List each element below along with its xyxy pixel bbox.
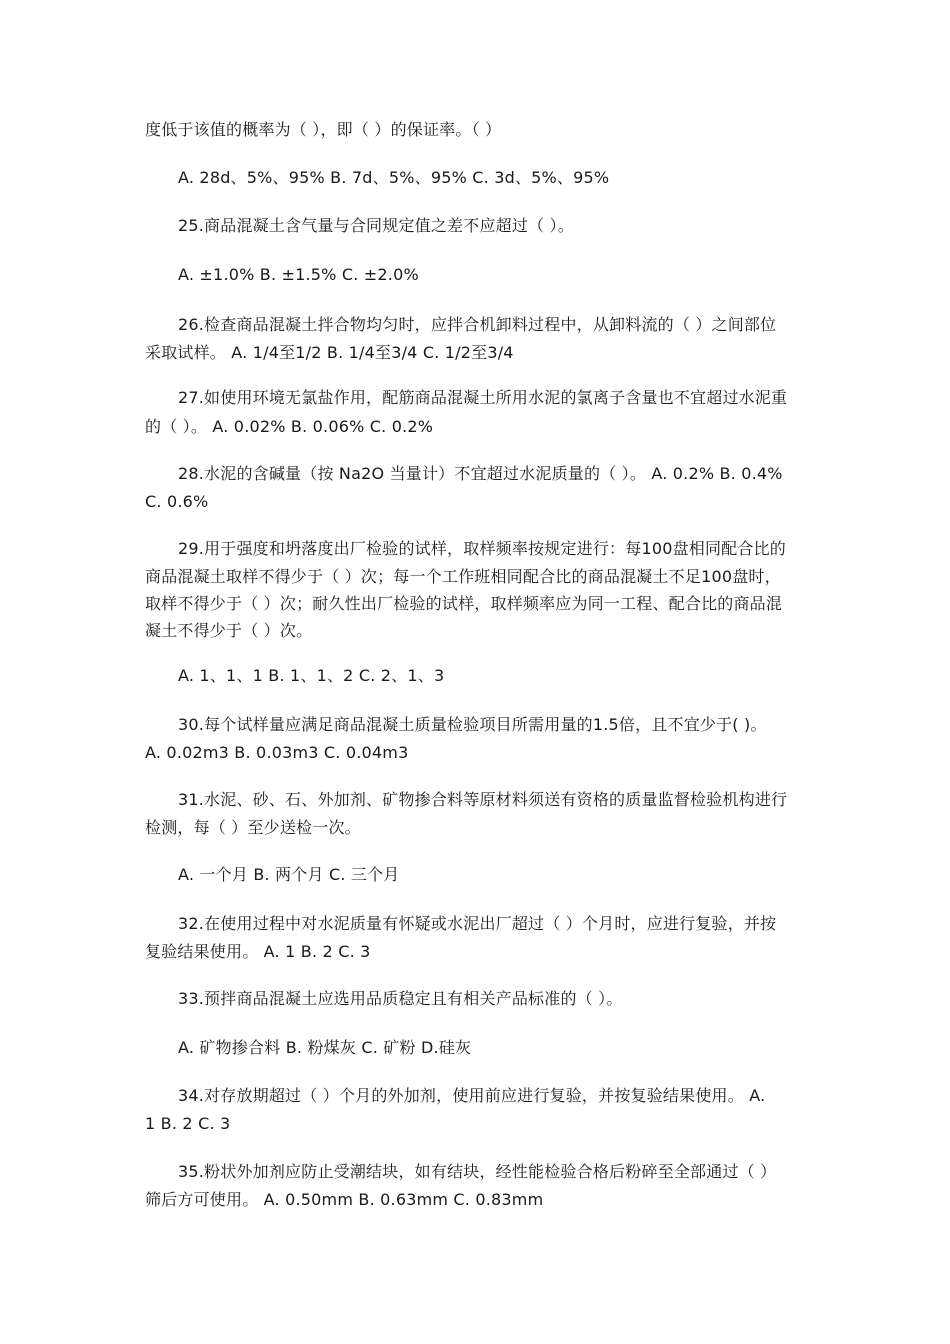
question-27-cont: 的（ ）。 A. 0.02% B. 0.06% C. 0.2%	[145, 417, 434, 436]
question-29-cont: 商品混凝土取样不得少于（ ）次；每一个工作班相同配合比的商品混凝土不足100盘时，	[145, 567, 781, 586]
question-28: 28.水泥的含碱量（按 Na2O 当量计）不宜超过水泥质量的（ ）。 A. 0.2% B. 0.4%	[178, 464, 783, 483]
answer-options: A. 一个月 B. 两个月 C. 三个月	[178, 865, 400, 884]
question-33: 33.预拌商品混凝土应选用品质稳定且有相关产品标准的（ ）。	[178, 989, 623, 1008]
question-29-cont: 凝土不得少于（ ）次。	[145, 621, 313, 640]
question-30: 30.每个试样量应满足商品混凝土质量检验项目所需用量的1.5倍，且不宜少于( )。	[178, 715, 767, 734]
question-29: 29.用于强度和坍落度出厂检验的试样，取样频率按规定进行：每100盘相同配合比的	[178, 539, 786, 558]
question-34: 34.对存放期超过（ ）个月的外加剂，使用前应进行复验，并按复验结果使用。 A.	[178, 1086, 766, 1105]
question-32: 32.在使用过程中对水泥质量有怀疑或水泥出厂超过（ ）个月时，应进行复验，并按	[178, 914, 777, 933]
question-25: 25.商品混凝土含气量与合同规定值之差不应超过（ ）。	[178, 216, 574, 235]
question-35-cont: 筛后方可使用。 A. 0.50mm B. 0.63mm C. 0.83mm	[145, 1190, 544, 1209]
question-30-cont: A. 0.02m3 B. 0.03m3 C. 0.04m3	[145, 743, 409, 762]
question-28-cont: C. 0.6%	[145, 492, 209, 511]
question-26-cont: 采取试样。 A. 1/4至1/2 B. 1/4至3/4 C. 1/2至3/4	[145, 343, 514, 362]
question-29-cont: 取样不得少于（ ）次；耐久性出厂检验的试样，取样频率应为同一工程、配合比的商品混	[145, 594, 783, 613]
question-34-cont: 1 B. 2 C. 3	[145, 1114, 231, 1133]
answer-options: A. 28d、5%、95% B. 7d、5%、95% C. 3d、5%、95%	[178, 168, 610, 187]
question-35: 35.粉状外加剂应防止受潮结块，如有结块，经性能检验合格后粉碎至全部通过（ ）	[178, 1162, 777, 1181]
question-31-cont: 检测，每（ ）至少送检一次。	[145, 818, 361, 837]
question-26: 26.检查商品混凝土拌合物均匀时，应拌合机卸料过程中，从卸料流的（ ）之间部位	[178, 315, 777, 334]
answer-options: A. ±1.0% B. ±1.5% C. ±2.0%	[178, 265, 419, 284]
answer-options: A. 矿物掺合料 B. 粉煤灰 C. 矿粉 D.硅灰	[178, 1038, 472, 1057]
question-27: 27.如使用环境无氯盐作用，配筋商品混凝土所用水泥的氯离子含量也不宜超过水泥重	[178, 388, 788, 407]
question-32-cont: 复验结果使用。 A. 1 B. 2 C. 3	[145, 942, 371, 961]
answer-options: A. 1、1、1 B. 1、1、2 C. 2、1、3	[178, 666, 445, 685]
question-31: 31.水泥、砂、石、外加剂、矿物掺合料等原材料须送有资格的质量监督检验机构进行	[178, 790, 788, 809]
text-line: 度低于该值的概率为（ ），即（ ）的保证率。（ ）	[145, 120, 502, 139]
